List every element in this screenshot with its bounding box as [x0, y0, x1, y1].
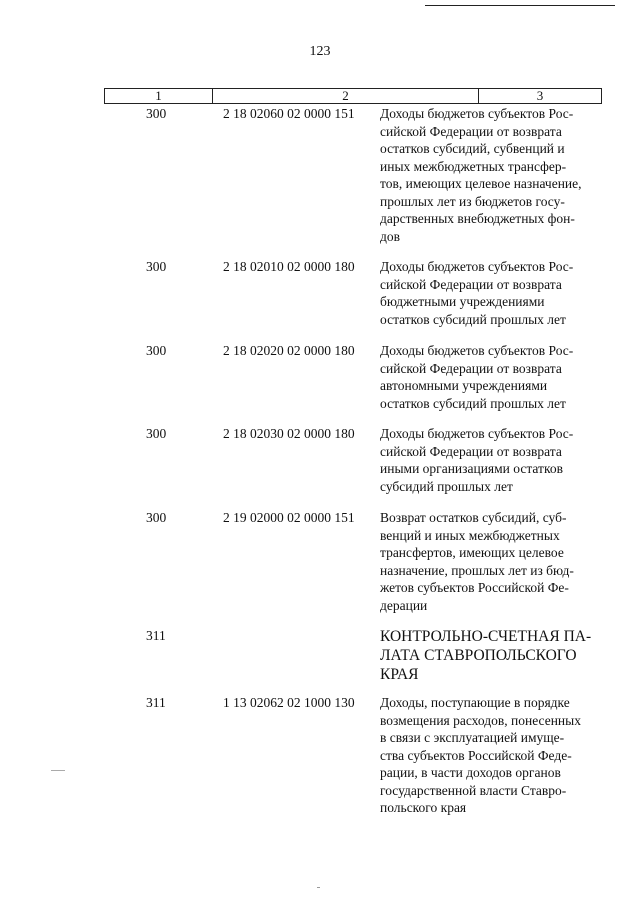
row-code: 300 — [146, 343, 167, 358]
table-header — [104, 88, 602, 104]
row-code: 300 — [146, 259, 167, 274]
row-description: Доходы бюджетов субъектов Рос- сийской Федерации от возврата остатков субсидий, субвенций и иных межбюджетных трансфер- тов, имеющих целевое назначение, прошлых лет из бюджетов госу- дарственных внебюджетных фон- дов — [380, 106, 582, 244]
column-header-1: 1 — [105, 89, 213, 103]
column-header-3: 3 — [536, 88, 544, 103]
row-kbk: 2 19 02000 02 0000 151 — [223, 510, 355, 525]
row-description: Доходы, поступающие в порядке возмещения расходов, понесенных в связи с эксплуатацией имуще- ства субъектов Российской Феде- рации, в части доходов органов государственной власти Ставро- польского края — [380, 695, 581, 815]
scan-speck — [317, 887, 320, 888]
row-description: Доходы бюджетов субъектов Рос- сийской Федерации от возврата иными организациями остатков субсидий прошлых лет — [380, 426, 574, 494]
row-code: 311 — [146, 628, 166, 643]
row-code: 300 — [146, 106, 167, 121]
row-code: 300 — [146, 426, 167, 441]
top-rule — [425, 5, 615, 6]
column-header-2: 2 — [213, 89, 479, 103]
row-kbk: 2 18 02010 02 0000 180 — [223, 259, 355, 274]
row-description: Доходы бюджетов субъектов Рос- сийской Федерации от возврата бюджетными учреждениями остатков субсидий прошлых лет — [380, 259, 574, 327]
page-number: 123 — [309, 44, 331, 59]
row-kbk: 2 18 02030 02 0000 180 — [223, 426, 355, 441]
row-kbk: 1 13 02062 02 1000 130 — [223, 695, 355, 710]
row-kbk: 2 18 02060 02 0000 151 — [223, 106, 355, 121]
row-description: Возврат остатков субсидий, суб- венций и иных межбюджетных трансфертов, имеющих целевое назначение, прошлых лет из бюд- жетов субъектов Российской Фе- дерации — [380, 510, 574, 613]
margin-mark — [51, 770, 65, 771]
row-kbk: 2 18 02020 02 0000 180 — [223, 343, 355, 358]
row-description-heading: КОНТРОЛЬНО-СЧЕТНАЯ ПА- ЛАТА СТАВРОПОЛЬСКОГО КРАЯ — [380, 628, 592, 683]
row-code: 311 — [146, 695, 166, 710]
row-description: Доходы бюджетов субъектов Рос- сийской Федерации от возврата автономными учреждениями остатков субсидий прошлых лет — [380, 343, 574, 411]
row-code: 300 — [146, 510, 167, 525]
